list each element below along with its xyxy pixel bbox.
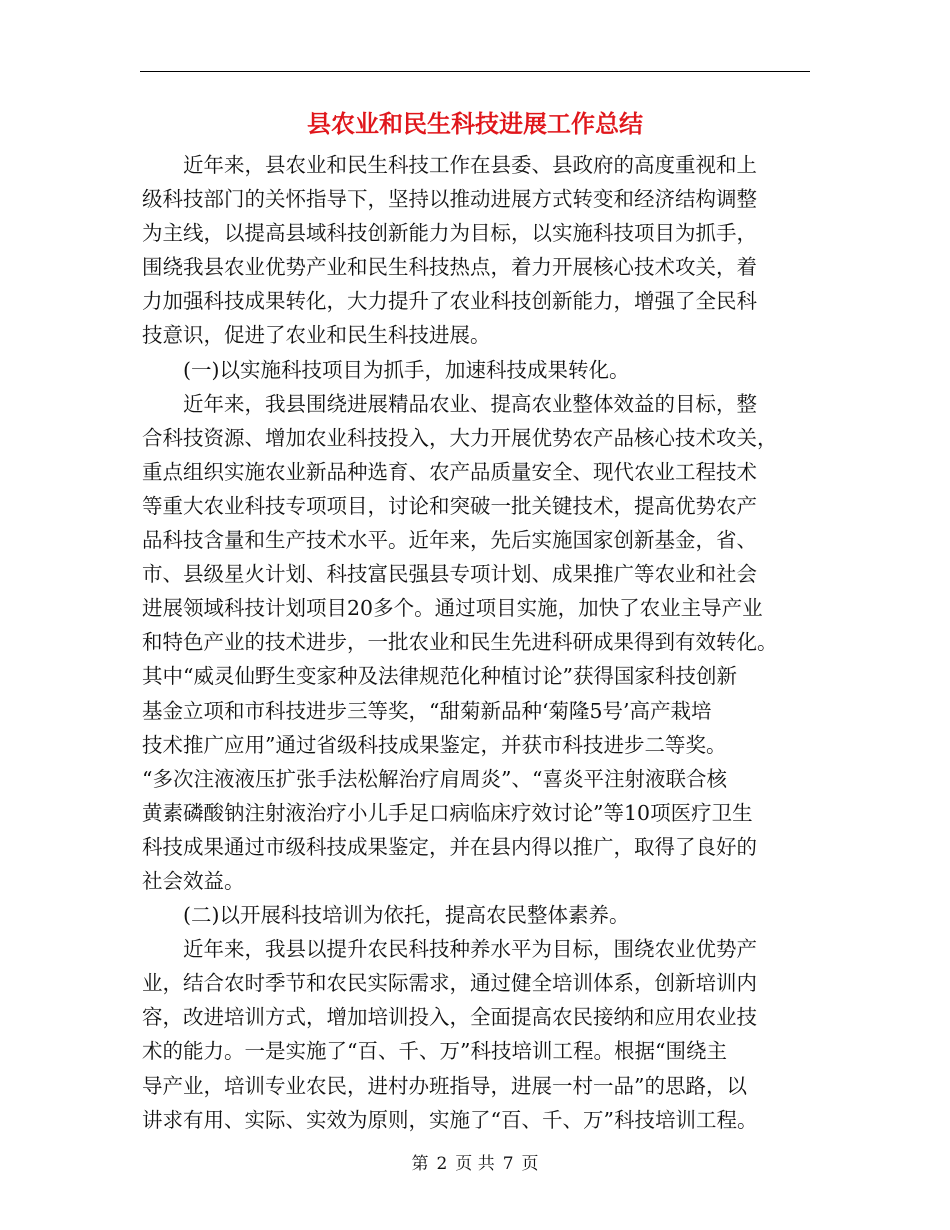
page-footer	[0, 1151, 950, 1177]
text-line: “多次注液液压扩张手法松解治疗肩周炎”、“喜炎平注射液联合核	[142, 766, 727, 791]
text-line: 近年来，我县以提升农民科技种养水平为目标，围绕农业优势产	[183, 937, 757, 962]
footer-suffix: 页	[521, 1154, 539, 1174]
text-line: 重点组织实施农业新品种选育、农产品质量安全、现代农业工程技术	[142, 459, 757, 484]
text-line: 社会效益。	[142, 868, 245, 893]
text-line: 技术推广应用”通过省级科技成果鉴定，并获市科技进步二等奖。	[142, 732, 727, 757]
text-line: 合科技资源、增加农业科技投入，大力开展优势农产品核心技术攻关，	[142, 425, 778, 450]
text-line: 级科技部门的关怀指导下，坚持以推动进展方式转变和经济结构调整	[142, 187, 757, 212]
text-line: 黄素磷酸钠注射液治疗小儿手足口病临床疗效讨论”等10项医疗卫生	[142, 800, 753, 825]
text-line: 和特色产业的技术进步，一批农业和民生先进科研成果得到有效转化。	[142, 630, 778, 655]
text-line: 力加强科技成果转化，大力提升了农业科技创新能力，增强了全民科	[142, 289, 757, 314]
text-line: 品科技含量和生产技术水平。近年来，先后实施国家创新基金，省、	[142, 528, 757, 553]
footer-prefix: 第	[411, 1154, 429, 1174]
header-rule	[140, 71, 810, 72]
text-line: 基金立项和市科技进步三等奖，“甜菊新品种‘菊隆5号’高产栽培	[142, 698, 712, 723]
text-line: (一)以实施科技项目为抓手，加速科技成果转化。	[183, 357, 630, 382]
text-line: 进展领域科技计划项目20多个。通过项目实施，加快了农业主导产业	[142, 596, 763, 621]
text-line: 讲求有用、实际、实效为原则，实施了“百、千、万”科技培训工程。	[142, 1107, 758, 1132]
text-line: 市、县级星火计划、科技富民强县专项计划、成果推广等农业和社会	[142, 562, 757, 587]
document-body	[142, 148, 812, 1137]
document-title: 县农业和民生科技进展工作总结	[307, 109, 643, 138]
text-line: 近年来，我县围绕进展精品农业、提高农业整体效益的目标，整	[183, 391, 757, 416]
text-line: 容，改进培训方式，增加培训投入，全面提高农民接纳和应用农业技	[142, 1005, 757, 1030]
footer-page-number: 2	[436, 1154, 448, 1174]
text-line: 围绕我县农业优势产业和民生科技热点，着力开展核心技术攻关，着	[142, 255, 757, 280]
text-line: 为主线，以提高县域科技创新能力为目标，以实施科技项目为抓手，	[142, 221, 757, 246]
text-line: 其中“威灵仙野生变家种及法律规范化种植讨论”获得国家科技创新	[142, 664, 737, 689]
text-line: (二)以开展科技培训为依托，提高农民整体素养。	[183, 903, 630, 928]
text-line: 等重大农业科技专项项目，讨论和突破一批关键技术，提高优势农产	[142, 493, 757, 518]
text-line: 导产业，培训专业农民，进村办班指导，进展一村一品”的思路，以	[142, 1073, 747, 1098]
text-line: 业，结合农时季节和农民实际需求，通过健全培训体系，创新培训内	[142, 971, 757, 996]
text-line: 科技成果通过市级科技成果鉴定，并在县内得以推广，取得了良好的	[142, 834, 757, 859]
text-line: 技意识，促进了农业和民生科技进展。	[142, 323, 491, 348]
text-line: 术的能力。一是实施了“百、千、万”科技培训工程。根据“围绕主	[142, 1039, 727, 1064]
text-line: 近年来，县农业和民生科技工作在县委、县政府的高度重视和上	[183, 153, 757, 177]
footer-middle: 页 共	[455, 1154, 495, 1174]
footer-total-pages: 7	[502, 1154, 514, 1174]
